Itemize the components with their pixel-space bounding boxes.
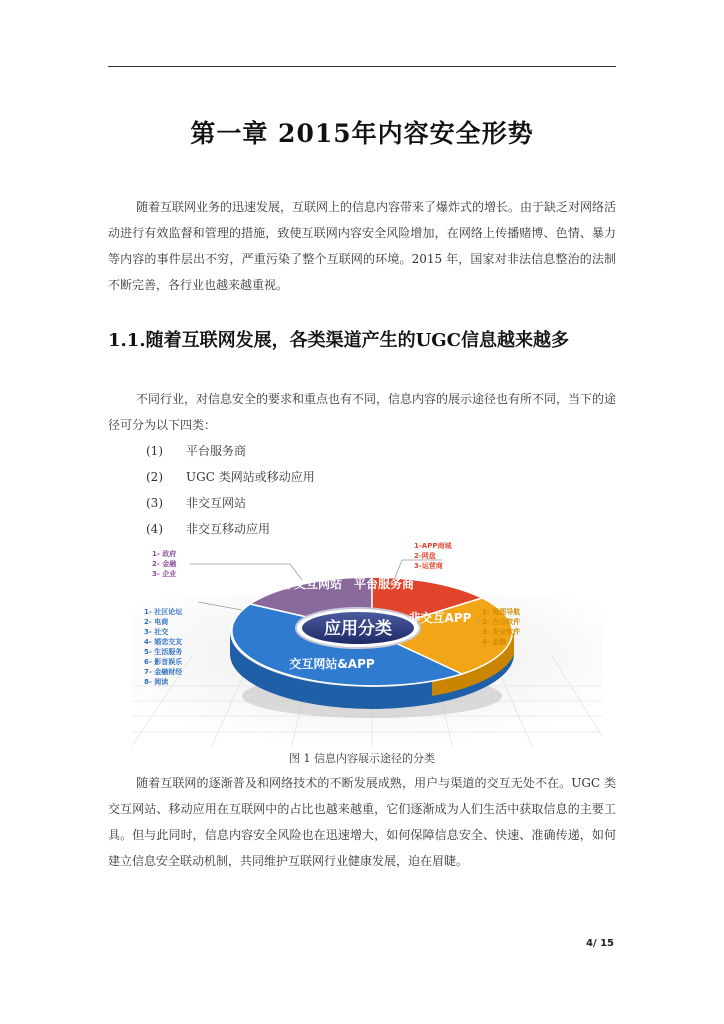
- callout-text: 1- 社区论坛: [144, 608, 183, 616]
- list-number: (2): [146, 470, 163, 484]
- callout-text: 3- 安全软件: [482, 628, 521, 636]
- center-label: 应用分类: [324, 619, 392, 639]
- page-number: 4/ 15: [585, 938, 614, 949]
- classification-figure: [132, 536, 602, 746]
- callout-top-right: [414, 541, 452, 570]
- callout-text: 6- 影音娱乐: [144, 658, 183, 666]
- list-number: (3): [146, 496, 163, 510]
- list-item: [146, 464, 315, 490]
- callout-top-left: [152, 549, 177, 578]
- callout-text: 5- 生活服务: [144, 648, 183, 656]
- list-text: UGC 类网站或移动应用: [186, 470, 315, 484]
- callout-text: 8- 阅读: [144, 678, 169, 686]
- callout-text: 3- 社交: [144, 628, 169, 636]
- callout-text: 2- 金融: [152, 560, 177, 568]
- callout-text: 2-网盘: [414, 552, 436, 560]
- list-number: (1): [146, 444, 163, 458]
- callout-text: 1- 地图导航: [482, 608, 521, 616]
- callout-text: 2- 电商: [144, 618, 169, 626]
- classification-pie-svg: [132, 536, 602, 746]
- section-title: 1.1.随着互联网发展，各类渠道产生的UGC信息越来越多: [108, 330, 569, 351]
- section-text: 不同行业，对信息安全的要求和重点也有不同，信息内容的展示途径也有所不同，当下的途径可分为以下四类：: [108, 392, 617, 432]
- chapter-title: 第一章 2015年内容安全形势: [190, 119, 534, 148]
- list-text: 非交互网站: [186, 496, 247, 510]
- segment-label-platform-provider: 平台服务商: [353, 577, 415, 591]
- category-list: [146, 438, 315, 542]
- callout-text: 3- 企业: [152, 570, 177, 578]
- callout-text: 2- 办公软件: [482, 618, 521, 626]
- list-text: 平台服务商: [186, 444, 247, 458]
- callout-text: 4- 婚恋交友: [144, 638, 183, 646]
- list-text: 非交互移动应用: [186, 522, 271, 536]
- header-rule: [108, 66, 616, 67]
- callout-text: 3-运营商: [414, 562, 443, 570]
- figure-caption: 图 1 信息内容展示途径的分类: [289, 752, 435, 765]
- callout-text: 1-APP商城: [414, 542, 452, 550]
- segment-label-non-interactive-app: 非交互APP: [408, 611, 472, 625]
- closing-text: 随着互联网的逐渐普及和网络技术的不断发展成熟，用户与渠道的交互无处不在。UGC 类交互网站、移动应用在互联网中的占比也越来越重，它们逐渐成为人们生活中获取信息的主要工具。但与此同时，信息内容安全风险也在迅速增大，如何保障信息安全、快速、准确传递，如何建立信息安全联动机制，共同维护互联网行业健康发展，迫在眉睫。: [108, 776, 616, 868]
- intro-paragraph: [108, 194, 616, 298]
- segment-label-non-interactive-site: 非交互网站: [281, 577, 343, 591]
- section-paragraph: [108, 386, 616, 438]
- list-item: [146, 438, 315, 464]
- segment-label-interactive-site-app: 交互网站&APP: [289, 657, 375, 671]
- callout-text: 1- 政府: [152, 550, 177, 558]
- list-item: [146, 490, 315, 516]
- closing-paragraph: [108, 770, 616, 874]
- list-number: (4): [146, 522, 163, 536]
- intro-text: 随着互联网业务的迅速发展，互联网上的信息内容带来了爆炸式的增长。由于缺乏对网络活动进行有效监督和管理的措施，致使互联网内容安全风险增加，在网络上传播赌博、色情、暴力等内容的事件层出不穷，严重污染了整个互联网的环境。2015 年，国家对非法信息整治的法制不断完善，各行业也越来越重视。: [108, 200, 617, 292]
- callout-text: 4- 金融: [482, 638, 507, 646]
- callout-text: 7- 金融财经: [144, 668, 183, 676]
